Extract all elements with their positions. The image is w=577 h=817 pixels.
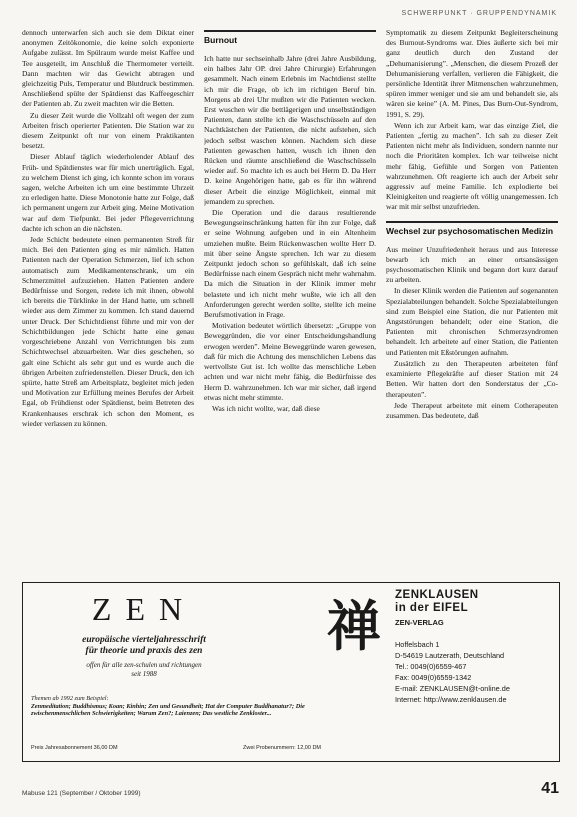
text-column-2 [204, 30, 376, 570]
ad-org-line: in der EIFEL [395, 601, 469, 614]
paragraph: Dieser Ablauf täglich wiederholender Ablauf des Früh- und Spätdienstes war für mich unerträglich. Egal, zu welchem Dienst ich ging, ich konnte schon im voraus sagen, welche Arbeiten ich um eine bestimmte Uhrzeit zu erledigen hatte. Diese Monotonie hatte zur Folge, daß ich permanent ungern zur Arbeit ging. Meine Motivation war auf dem Tiefpunkt. Bei jeder Pflegeverrichtung dachte ich schon an die nächsten. [22, 152, 194, 233]
ad-tagline [29, 661, 259, 678]
ad-address-line: Tel.: 0049(0)6559-467 [395, 662, 467, 671]
section-heading-psychosomatic: Wechsel zur psychosomatischen Medizin [386, 225, 554, 236]
paragraph: dennoch unterwarfen sich auch sie dem Diktat einer anonymen Zeitökonomie, die keine solch exponierte Aufgabe zulässt. Im Spülraum wurde meist Kaffee und Tee ausgeteilt, im Anschluß die Thermometer verteilt. Dann machten wir das Gewicht abtragen und gleichzeitig Puls, Temperatur und Blutdruck bestimmen. Anschließend spülte der Spätdienst das Kaffeegeschirr der Patienten ab. Zu zweit machten wir die Betten. [22, 28, 194, 109]
ad-topics-text: Zenmeditation; Buddhismus; Koan; Kinhin; Zen und Gesundheit; Hat der Computer Buddhanatur?; Die zwischenmenschlichen Schwierigkeiten; Warum Zen?; Laienzen; Das westliche Zenkloster... [31, 702, 305, 718]
ad-subtitle-line: europäische vierteljahresschrift [82, 635, 206, 645]
footer-citation: Mabuse 121 (September / Oktober 1999) [22, 790, 141, 797]
ad-address-line: Fax: 0049(0)6559-1342 [395, 673, 472, 682]
ad-tagline-line: seit 1988 [131, 669, 157, 678]
paragraph: Die Operation und die daraus resultierende Bewegungseinschränkung hatten für ihn zur Folge, daß er seine Wohnung aufgeben und in ein Altenheim umziehen mußte. Beim Rückenwaschen wollte Herr D. mit über seine Ängste sprechen. Ich war zu diesem Zeitpunkt jedoch schon so gefühlskalt, daß ich seine Bedürfnisse nach einem Gespräch nicht mehr wahrnahm. Da mich die Situation in der Klinik immer mehr belastete und ich nicht mehr wußte, wie ich all den Anforderungen gerecht werden sollte, stellte ich meine Berufsmotivation in Frage. [204, 208, 376, 320]
paragraph: Aus meiner Unzufriedenheit heraus und aus Interesse bewarb ich mich an einer ortsansässigen psychosomatischen Klinik und begann dort kurz darauf zu arbeiten. [386, 244, 558, 285]
ad-org-name [395, 589, 555, 614]
text-column-3 [386, 28, 558, 568]
ad-org-line: ZENKLAUSEN [395, 589, 479, 601]
advertisement-zen [22, 582, 560, 762]
zen-kanji-logo: 禅 [327, 595, 381, 658]
paragraph: Wenn ich zur Arbeit kam, war das einzige Ziel, die Patienten „fertig zu machen”. Ich sah zu dieser Zeit Patienten nicht mehr als Individuen, sondern nannte nur noch die Prioritäten komplex. Ich war teilweise nicht mehr fähig, Gefühle und Sorgen von Patienten wahrzunehmen. Oft reagierte ich auch der Arbeit sehr aggressiv auf meine Familie. Ich explodierte bei Kleinigkeiten und reagierte oft völlig unangemessen. Ich war mit mir selbst unzufrieden. [386, 120, 558, 212]
running-head: SCHWERPUNKT · GRUPPENDYNAMIK [401, 10, 557, 17]
ad-prices [31, 745, 321, 751]
paragraph: Was ich nicht wollte, war, daß diese [212, 403, 320, 413]
ad-address-line: Hoffelsbach 1 [395, 640, 440, 649]
ad-address-line: E-mail: ZENKLAUSEN@t-online.de [395, 684, 510, 693]
ad-address [395, 639, 555, 705]
paragraph: Motivation bedeutet wörtlich übersetzt: „Gruppe von Beweggründen, die vor einer Entscheidungshandlung erwogen werden”. Meine Beweggründe waren gewesen, daß für mich die Achtung des menschlichen Lebens das wertvollste Gut ist. Ich wollte das menschliche Leben achten und war nicht mehr fähig, die Bedürfnisse des Herrn D. wahrzunehmen. Ich war mir sicher, daß irgend etwas nicht mehr stimmte. [204, 321, 376, 402]
ad-price-trial: Zwei Probenummern: 12,00 DM [243, 745, 321, 751]
section-rule [204, 30, 376, 32]
paragraph: Zu dieser Zeit wurde die Vollzahl oft wegen der zum Arbeiten frisch operierter Patienten. Die Station war zu diesem Zeitpunkt oft nur von einem Praktikanten besetzt. [22, 110, 194, 151]
ad-topics-label: Themen ab 1992 zum Beispiel: [31, 695, 109, 702]
ad-subtitle [29, 635, 259, 657]
paragraph: Zusätzlich zu den Therapeuten arbeiteten fünf examinierte Pflegekräfte auf dieser Station mit 24 Betten. Wir hatten dort den Sonderstatus der „Co-therapeuten”. [386, 358, 558, 399]
ad-journal-block [29, 589, 319, 757]
section-heading-burnout: Burnout [204, 35, 238, 45]
ad-publisher: ZEN-VERLAG [395, 618, 444, 627]
paragraph: Jede Therapeut arbeitete mit einem Cotherapeuten zusammen. Das bedeutete, daß [386, 400, 558, 420]
paragraph: In dieser Klinik werden die Patienten auf sogenannten Spezialabteilungen behandelt. Solche Spezialabteilungen sind zum Beispiel eine Station, die nur Patienten mit Angststörungen behandelt; oder eine Station, die Patienten mit chronischen Schmerzsyndromen behandelt. Ich arbeitete auf einer Station, die Patienten und Patienten mit Eßstörungen aufnahm. [386, 286, 558, 357]
ad-topics [31, 695, 321, 718]
ad-tagline-line: offen für alle zen-schulen und richtungen [86, 661, 202, 669]
ad-address-line: Internet: http://www.zenklausen.de [395, 695, 507, 704]
paragraph: Ich hatte nur sechseinhalb Jahre (drei Jahre Ausbildung, ein halbes Jahr OP. drei Jahre Chirurgie) Erfahrungen gesammelt. Nach einem Erlebnis im Nachtdienst stellte ich mir die Frage, ob ich im richtigen Beruf bin. Morgens ab drei Uhr mußten wir die Patienten wecken. Erst wuschen wir die bettlägerigen und unselbständigen Patienten, dann stellte ich die Waschschüsseln auf den Nachtkästchen der Patienten, die nicht aufstehen, sich jedoch selbst waschen können. Nachdem sich diese Patienten gewaschen hatten, wusch ich ihnen den Rücken und räumte anschließend die Waschschüsseln wieder auf. So machte ich es auch bei Herrn D. Da Herr D. keine Angehörigen hatte, gab es für ihn während dieser Arbeit die einzige Möglichkeit, einmal mit jemandem zu sprechen. [204, 54, 376, 206]
paragraph: Jede Schicht bedeutete einen permanenten Streß für mich. Bei den Patienten ging es mir nämlich. Hatten Patienten nach der Operation Schmerzen, lief ich schon automatisch zum Medikamentenschrank, um ein Schmerzmittel aufzuziehen. Hatten Patienten andere Bedürfnisse und Sorgen, redete ich mit ihnen, obwohl ich bereits die Türklinke in der Hand hatte, um schnell wieder aus dem Zimmer zu kommen. Ich stand dauernd unter Druck. Der Schichtdienst führte und mir von der Schichtbildungen jede Schicht hatte eine genau vorgeschriebene Anzahl von Verrichtungen bis zum Schichtwechsel abzuarbeiten. War dies geschehen, so galt eine Schicht als sehr gut und es wurde auch die übrigen Arbeiten zufriedenstellen. Dieser Druck, den ich spürte, hatte Streß am Arbeitsplatz, begleitet mich jeden und Motivation zur Erfüllung meines Berufes der Arbeit Egal, ob Frühdienst oder Spätdienst, beim Betreten des Krankenhauses erschrak ich schon den Moment, es wieder verlassen zu können. [22, 235, 194, 428]
section-rule [386, 221, 558, 223]
paragraph: Symptomatik zu diesem Zeitpunkt Begleiterscheinung des Burnout-Syndroms war. Dies äußerte sich bei mir ganz deutlich durch den Zustand der „Dehumanisierung”. „Menschen, die diesem Prozeß der Dehumanisierung verfallen, verlieren die Fähigkeit, die persönliche Identität ihrer Mitmenschen wahrzunehmen, spüren immer weniger und sie am und behandelt sie, als wären sie keine” (A. M. Pines, Das Burn-Out-Syndrom, 1991, S. 29). [386, 28, 558, 119]
page-number: 41 [541, 780, 559, 797]
ad-zen-title: ZEN [91, 591, 197, 627]
text-column-1 [22, 28, 194, 568]
ad-address-line: D-54619 Lautzerath, Deutschland [395, 651, 505, 660]
ad-price-year: Preis Jahresabonnement 36,00 DM [31, 745, 118, 751]
ad-subtitle-line: für theorie und praxis des zen [85, 646, 203, 656]
ad-publisher-block [395, 589, 555, 757]
